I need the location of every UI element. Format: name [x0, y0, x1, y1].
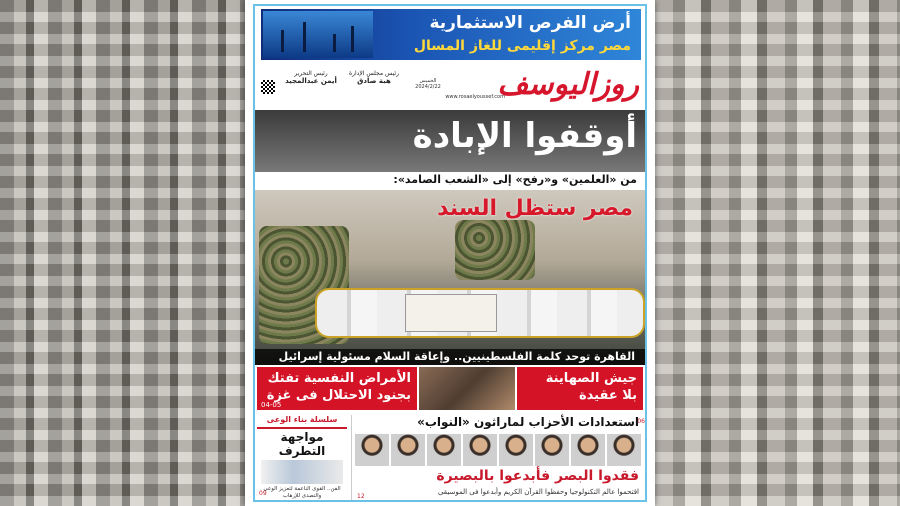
newspaper-cover — [245, 0, 655, 506]
cover-frame — [253, 4, 647, 502]
face-photo — [499, 434, 533, 466]
series-photo — [261, 460, 343, 484]
cargo-label — [405, 294, 497, 332]
issue-date: الخميس 2024/2/22 — [415, 78, 441, 90]
column-divider — [351, 415, 352, 500]
parties-headline: استعدادات الأحزاب لماراثون «النواب» — [417, 415, 639, 429]
main-headline: أوقفوا الإبادة — [412, 116, 637, 156]
masthead — [255, 66, 645, 106]
parties-page: 06 — [637, 418, 645, 425]
photo-title: مصر ستظل السند — [437, 196, 633, 221]
banner-subtitle: مصر مركز إقليمى للغاز المسال — [413, 38, 631, 54]
face-photo — [391, 434, 425, 466]
logo-url: www.rosaelyoussef.com — [445, 94, 505, 100]
qr-code-icon — [261, 80, 275, 94]
newspaper-logo: روزاليوسف — [497, 67, 639, 102]
face-photo — [427, 434, 461, 466]
teaser-page: 04-05 — [261, 401, 282, 409]
blind-subheadline: اقتحموا عالم التكنولوجيا وحفظوا القرآن الكريم وأبدعوا فى الموسيقى — [437, 488, 639, 496]
face-photo — [535, 434, 569, 466]
series-header: سلسلة بناء الوعى — [257, 415, 347, 429]
faces-strip — [355, 434, 643, 466]
teaser-photo — [419, 367, 515, 410]
face-photo — [607, 434, 641, 466]
teaser-army: جيش الصهاينة بلا عقيدة — [517, 367, 643, 410]
main-headline-box — [255, 110, 645, 190]
face-photo — [355, 434, 389, 466]
background-right-blur — [655, 0, 900, 506]
photo-caption: القاهرة توحد كلمة الفلسطينيين.. وإعاقة السلام مسئولية إسرائيل — [278, 350, 635, 363]
series-title: مواجهة التطرف — [278, 430, 326, 458]
gas-rig-image — [263, 11, 373, 58]
lead-photo — [255, 190, 645, 365]
blind-page: 12 — [357, 493, 365, 500]
main-subheadline: من «العلمين» و«رفح» إلى «الشعب الصامد»: — [393, 173, 637, 186]
soldier-right — [455, 220, 535, 280]
blind-headline: فقدوا البصر فأبدعوا بالبصيرة — [436, 468, 639, 484]
series-caption: الفن.. القوى الناعمة لتعزيز الوعى والتصدى للإرهاب — [263, 486, 341, 499]
background-left-blur — [0, 0, 245, 506]
face-photo — [571, 434, 605, 466]
teaser-psych: الأمراض النفسية تفتك بجنود الاحتلال فى غزة 04-05 — [257, 367, 417, 410]
face-photo — [463, 434, 497, 466]
top-banner-ad — [261, 9, 641, 60]
editor-1: رئيس التحرير أيمن عبدالمجيد — [285, 70, 337, 85]
editor-0: رئيس مجلس الإدارة هبة صادق — [348, 70, 400, 85]
banner-title: أرض الفرص الاستثمارية — [429, 13, 631, 33]
series-page: 09 — [259, 490, 267, 497]
